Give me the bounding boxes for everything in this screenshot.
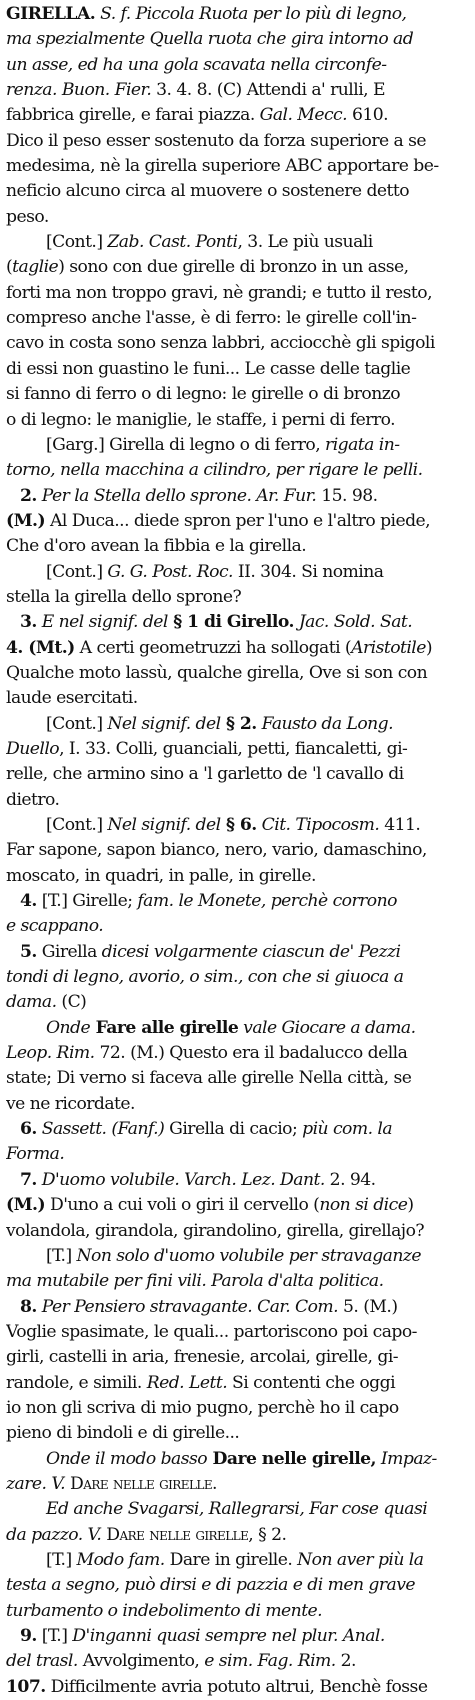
entry-line	[6, 1371, 467, 1396]
entry-text: 4. (Mt.)	[6, 637, 75, 658]
entry-line	[6, 1675, 467, 1700]
entry-line	[6, 103, 467, 128]
entry-line	[6, 408, 467, 433]
entry-line	[6, 686, 467, 711]
entry-line	[6, 1244, 467, 1269]
entry-line	[6, 1295, 467, 1320]
entry-line	[6, 940, 467, 965]
entry-text: Voglie spasimate, le quali... partoriscono poi capo-	[6, 1321, 417, 1342]
entry-text: ve ne ricordate.	[6, 1093, 135, 1114]
entry-text: e scappano.	[6, 916, 104, 937]
entry-text: girli, castelli in aria, frenesie, arcolai, girelle, gi-	[6, 1347, 399, 1368]
entry-text: § 2.	[253, 1524, 287, 1545]
entry-text: Jac. Sold. Sat.	[293, 612, 413, 633]
entry-text: cavo in costa sono senza labbri, acciocchè gli spigoli	[6, 333, 435, 354]
entry-text: D'uomo volubile. Varch. Lez. Dant.	[36, 1169, 325, 1190]
entry-text: da pazzo. V.	[6, 1524, 102, 1545]
entry-text: Qualche moto lassù, qualche girella, Ove si son con	[6, 662, 428, 683]
entry-text: (M.)	[6, 1195, 46, 1216]
entry-text: forti ma non troppo gravi, nè grandi; e tutto il resto,	[6, 282, 432, 303]
entry-text: [T.]	[46, 1549, 72, 1570]
entry-text: o di legno: le maniglie, le staffe, i perni di ferro.	[6, 409, 396, 430]
entry-text: Difficilmente avria potuto altrui, Benchè fosse	[45, 1676, 428, 1697]
entry-text: turbamento o indebolimento di mente.	[6, 1600, 323, 1621]
entry-line	[6, 53, 467, 78]
entry-line	[6, 762, 467, 787]
entry-text: Non solo d'uomo volubile per stravaganze	[71, 1245, 421, 1266]
entry-text: 2.	[20, 485, 37, 506]
entry-line	[6, 205, 467, 230]
entry-text: del trasl.	[6, 1651, 78, 1672]
entry-line	[6, 1219, 467, 1244]
entry-text: A certi geometruzzi ha sollogati (	[74, 637, 352, 658]
entry-line	[6, 27, 467, 52]
entry-line	[6, 306, 467, 331]
entry-line	[6, 560, 467, 585]
entry-text: [Cont.]	[46, 713, 103, 734]
entry-line	[6, 1345, 467, 1370]
entry-line	[6, 1523, 467, 1548]
entry-text: fabbrica girelle, e farai piazza.	[6, 105, 255, 126]
entry-text: Dare in girelle.	[164, 1549, 293, 1570]
entry-line	[6, 610, 467, 635]
entry-text: 5.	[20, 941, 37, 962]
entry-line	[6, 813, 467, 838]
entry-line	[6, 154, 467, 179]
entry-text: [Cont.]	[46, 815, 103, 835]
entry-line	[6, 433, 467, 458]
entry-text: pieno di bindoli e di girelle...	[6, 1423, 240, 1444]
entry-line	[6, 357, 467, 382]
entry-text: state; Di verno si faceva alle girelle Nella città, se	[6, 1068, 412, 1089]
entry-text: Per Pensiero stravagante. Car. Com.	[36, 1296, 339, 1317]
entry-text: Dare nelle girelle.	[65, 1473, 217, 1494]
entry-text: Nel signif. del	[102, 713, 221, 734]
entry-line	[6, 1573, 467, 1598]
entry-line	[6, 1066, 467, 1091]
entry-line	[6, 2, 467, 27]
entry-text: D'uno a cui voli o giri il cervello (	[45, 1195, 320, 1216]
entry-text: Far sapone, sapon bianco, nero, vario, damaschino,	[6, 840, 427, 861]
entry-line	[6, 965, 467, 990]
entry-text: Nel signif. del	[102, 815, 221, 835]
entry-text: Ed anche Svagarsi, Rallegrarsi, Far cose quasi	[46, 1499, 428, 1520]
entry-text: stella la girella dello sprone?	[6, 586, 242, 607]
entry-text: G. G. Post. Roc.	[102, 561, 233, 582]
entry-text: Forma.	[6, 1144, 65, 1165]
entry-line	[6, 1447, 467, 1472]
entry-line	[6, 1599, 467, 1624]
entry-text: Impaz-	[376, 1448, 437, 1469]
entry-text: taglie	[12, 257, 59, 278]
entry-line	[6, 1193, 467, 1218]
entry-text: )	[407, 1195, 414, 1216]
entry-line	[6, 636, 467, 661]
entry-text: Dare nelle girelle,	[207, 1448, 376, 1469]
entry-line	[6, 1421, 467, 1446]
entry-line	[6, 788, 467, 813]
entry-text: Leop. Rim.	[6, 1043, 95, 1064]
entry-line	[6, 1548, 467, 1573]
entry-text: moscato, in quadri, in palle, in girelle.	[6, 865, 316, 886]
entry-text: Dare nelle girelle,	[101, 1524, 254, 1545]
entry-text: )	[425, 637, 433, 658]
entry-text: Si contenti che oggi	[227, 1372, 396, 1393]
entry-text: [T.]	[36, 1626, 68, 1646]
entry-text: Al Duca... diede spron per l'uno e l'altro piede,	[45, 510, 431, 531]
entry-line	[6, 1472, 467, 1497]
entry-line	[6, 281, 467, 306]
entry-text: relle, che armino sino a 'l garletto de 'l cavallo di	[6, 764, 404, 785]
entry-text: dietro.	[6, 789, 60, 810]
entry-text: [Garg.] Girella di legno o di ferro,	[46, 434, 321, 455]
entry-text: volandola, girandola, girandolino, girella, girellajo?	[6, 1220, 425, 1241]
entry-text: 8.	[20, 1296, 37, 1317]
entry-text: Dico il peso esser sostenuto da forza superiore a se	[6, 130, 427, 151]
entry-text: 4.	[20, 891, 37, 912]
entry-line	[6, 1092, 467, 1117]
entry-text: 107.	[6, 1676, 46, 1697]
entry-text: 6.	[20, 1119, 37, 1140]
entry-text: Onde il modo basso	[46, 1448, 208, 1469]
entry-line	[6, 737, 467, 762]
entry-text: , I. 33. Colli, guanciali, petti, fiancaletti, gi-	[59, 738, 408, 759]
entry-text: § 2.	[220, 713, 257, 734]
entry-text: § 6.	[220, 815, 257, 835]
entry-text: zare. V.	[6, 1473, 66, 1494]
entry-text: (	[6, 257, 13, 278]
entry-text: [Cont.]	[46, 561, 103, 582]
entry-text: Piccola Ruota per lo più di legno,	[130, 4, 407, 24]
entry-line	[6, 331, 467, 356]
entry-text: Zab. Cast. Ponti	[102, 232, 238, 253]
entry-text: , 3. Le più usuali	[237, 232, 373, 253]
entry-line	[6, 1624, 467, 1649]
entry-line	[6, 1649, 467, 1674]
entry-text: 2.	[335, 1651, 356, 1672]
entry-text: vale Giocare a dama.	[238, 1017, 416, 1038]
entry-text: Sassett. (Fanf.)	[36, 1119, 165, 1140]
entry-line	[6, 990, 467, 1015]
entry-line	[6, 1142, 467, 1167]
entry-text: neficio alcuno circa al muovere o sostenere detto	[6, 181, 410, 202]
entry-line	[6, 914, 467, 939]
entry-text: Red. Lett.	[141, 1372, 228, 1393]
entry-text: 7.	[20, 1169, 37, 1190]
entry-text: renza.	[6, 80, 57, 101]
entry-text: Non aver più la	[292, 1549, 424, 1570]
entry-text: 610.	[347, 105, 389, 126]
entry-text: testa a segno, può dirsi e di pazzia e di men grave	[6, 1575, 416, 1596]
entry-text: 15. 98.	[316, 485, 378, 506]
entry-text: Per la Stella dello sprone. Ar. Fur.	[36, 485, 317, 506]
entry-text: S. f.	[95, 4, 131, 24]
entry-text: 5. (M.)	[338, 1296, 398, 1317]
entry-text: GIRELLA.	[6, 4, 96, 24]
entry-text: peso.	[6, 206, 49, 227]
entry-text: torno, nella macchina a cilindro, per rigare le pelli.	[6, 460, 423, 481]
entry-text: Avvolgimento,	[77, 1651, 200, 1672]
entry-text: ma mutabile per fini vili. Parola d'alta politica.	[6, 1271, 384, 1292]
entry-text: tondi di legno, avorio, o sim., con che si giuoca a	[6, 967, 404, 988]
entry-line	[6, 509, 467, 534]
dictionary-entry-girella	[6, 2, 467, 1700]
entry-text: randole, e simili.	[6, 1372, 142, 1393]
entry-text: medesima, nè la girella superiore ABC apportare be-	[6, 156, 439, 177]
entry-line	[6, 712, 467, 737]
entry-text: si fanno di ferro o di legno: le girelle o di bronzo	[6, 384, 401, 405]
entry-text: Girella di cacio;	[164, 1119, 298, 1140]
entry-text: Modo fam.	[71, 1549, 165, 1570]
entry-line	[6, 534, 467, 559]
entry-line	[6, 1320, 467, 1345]
entry-text: ) sono con due girelle di bronzo in un asse,	[58, 257, 409, 278]
entry-line	[6, 230, 467, 255]
entry-text: 3. 4. 8. (C) Attendi a' rulli, E	[151, 80, 385, 101]
entry-line	[6, 585, 467, 610]
entry-line	[6, 1396, 467, 1421]
entry-line	[6, 1269, 467, 1294]
entry-text: (M.)	[6, 510, 46, 531]
entry-text: (C)	[56, 992, 87, 1013]
entry-text: Onde	[46, 1017, 91, 1038]
entry-line	[6, 1117, 467, 1142]
entry-text: rigata in-	[320, 434, 400, 455]
entry-line	[6, 1016, 467, 1041]
entry-text: dicesi volgarmente ciascun de' Pezzi	[96, 941, 401, 962]
entry-text: Fare alle girelle	[90, 1017, 239, 1038]
entry-line	[6, 889, 467, 914]
entry-text: compreso anche l'asse, è di ferro: le girelle coll'in-	[6, 308, 417, 329]
entry-line	[6, 1168, 467, 1193]
entry-text: II. 304. Si nomina	[232, 561, 384, 582]
entry-text: Duello	[6, 738, 60, 759]
entry-text: io non gli scriva di mio pugno, perchè ho il capo	[6, 1397, 399, 1418]
entry-line	[6, 864, 467, 889]
entry-text: 411.	[379, 815, 421, 835]
entry-line	[6, 838, 467, 863]
entry-text: di essi non guastino le funi... Le casse delle taglie	[6, 358, 411, 379]
entry-text: Fausto da Long.	[256, 713, 394, 734]
entry-text: § 1 di	[167, 612, 222, 633]
entry-line	[6, 661, 467, 686]
entry-text: non si dice	[319, 1195, 408, 1216]
entry-line	[6, 382, 467, 407]
entry-text: Che d'oro avean la fibbia e la girella.	[6, 536, 307, 557]
entry-line	[6, 255, 467, 280]
entry-line	[6, 484, 467, 509]
entry-text: Girella	[36, 941, 97, 962]
entry-text: E nel signif. del	[36, 612, 168, 633]
entry-line	[6, 1497, 467, 1522]
entry-line	[6, 129, 467, 154]
entry-line	[6, 1041, 467, 1066]
entry-text: [T.]	[46, 1245, 72, 1266]
entry-line	[6, 458, 467, 483]
entry-text: Buon. Fier.	[56, 80, 152, 101]
entry-text: più com. la	[297, 1119, 393, 1140]
entry-text: laude esercitati.	[6, 688, 138, 709]
entry-text: Aristotile	[351, 637, 426, 658]
entry-text: 3.	[20, 612, 37, 633]
entry-text: e sim. Fag. Rim.	[199, 1651, 336, 1672]
entry-text: un asse, ed ha una gola scavata nella circonfe-	[6, 54, 387, 75]
entry-text: fam. le Monete, perchè corrono	[132, 891, 397, 912]
entry-text: Cit. Tipocosm.	[256, 815, 380, 835]
entry-text: dama.	[6, 992, 57, 1013]
entry-text: Gal. Mecc.	[254, 105, 348, 126]
entry-text: [T.] Girelle;	[36, 891, 133, 912]
entry-text: 2. 94.	[324, 1169, 376, 1190]
entry-text: 9.	[20, 1626, 37, 1646]
entry-text: ma spezialmente Quella ruota che gira intorno ad	[6, 29, 414, 50]
entry-text: Girello.	[221, 612, 294, 633]
entry-text: [Cont.]	[46, 232, 103, 253]
entry-line	[6, 179, 467, 204]
entry-text: 72. (M.) Questo era il badalucco della	[94, 1043, 408, 1064]
entry-line	[6, 78, 467, 103]
entry-text: D'inganni quasi sempre nel plur. Anal.	[67, 1626, 385, 1646]
